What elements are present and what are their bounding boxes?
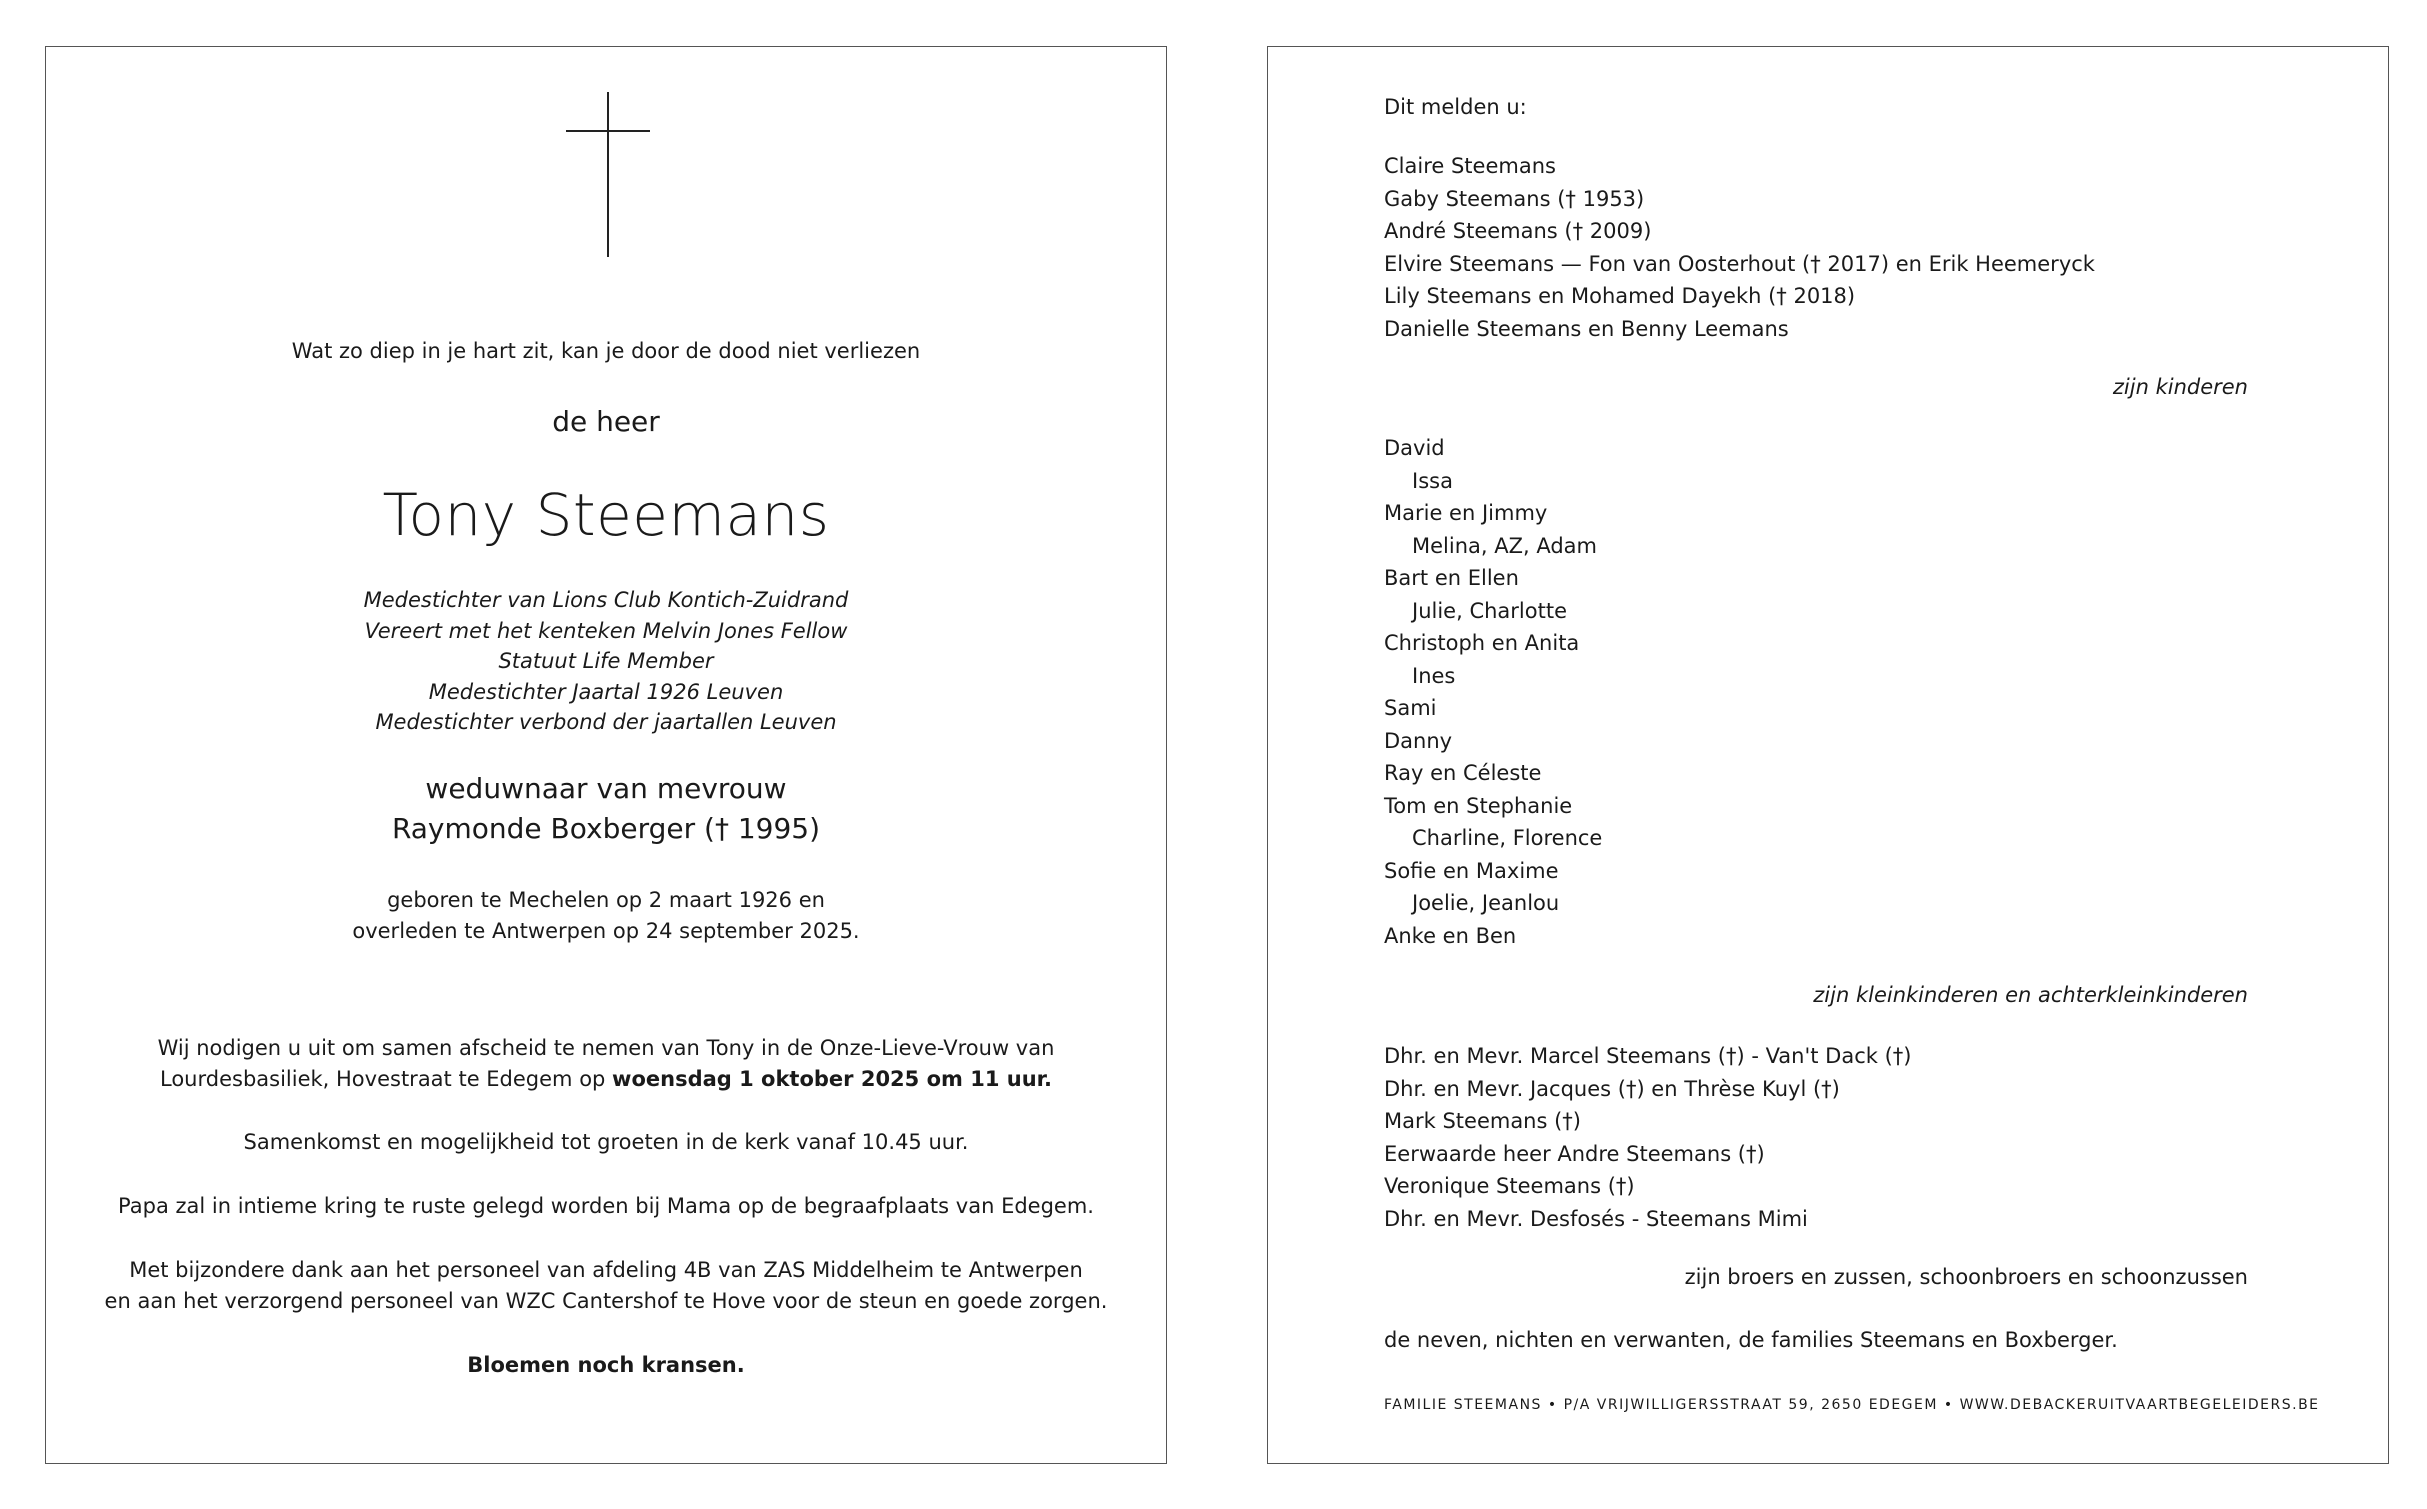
list-item: Veronique Steemans (†) [1384,1174,1635,1198]
gathering-text: Samenkomst en mogelijkheid tot groeten in de kerk vanaf 10.45 uur. [243,1130,969,1154]
children-list [1384,150,2095,345]
list-item: Claire Steemans [1384,154,1556,178]
deceased-name: Tony Steemans [382,481,830,549]
widower-block [46,769,1166,849]
list-item: Marie en Jimmy [1384,501,1548,525]
invitation-paragraph [46,1033,1166,1095]
list-item: Christoph en Anita [1384,631,1580,655]
list-item: Gaby Steemans († 1953) [1384,186,1645,211]
title-line: Medestichter Jaartal 1926 Leuven [428,679,784,704]
relatives-text: de neven, nichten en verwanten, de families Steemans en Boxberger. [1384,1328,2118,1352]
list-item: Ines [1412,663,1456,688]
invite-line: Wij nodigen u uit om samen afscheid te nemen van Tony in de Onze-Lieve-Vrouw van [157,1036,1055,1060]
grandchildren-label: zijn kleinkinderen en achterkleinkinderen [1813,983,2248,1007]
list-item: Sami [1384,696,1437,720]
right-page [1267,46,2389,1464]
cross-icon [566,92,650,257]
footer-address: FAMILIE STEEMANS • P/A VRIJWILLIGERSSTRAAT 59, 2650 EDEGEM • WWW.DEBACKERUITVAARTBEGELEIDERS.BE [1384,1397,2320,1413]
list-item: Elvire Steemans — Fon van Oosterhout († 2017) en Erik Heemeryck [1384,251,2095,276]
spouse-name: Raymonde Boxberger († 1995) [391,812,821,845]
thanks-line: en aan het verzorgend personeel van WZC Cantershof te Hove voor de steun en goede zorgen. [104,1289,1108,1313]
motto: Wat zo diep in je hart zit, kan je door de dood niet verliezen [291,339,921,363]
ceremony-date: woensdag 1 oktober 2025 om 11 uur. [612,1067,1052,1091]
list-item: Danny [1384,728,1453,753]
born-line: geboren te Mechelen op 2 maart 1926 en [387,888,825,912]
list-item: Charline, Florence [1412,826,1603,850]
list-item: Sofie en Maxime [1384,858,1559,883]
thanks-paragraph [46,1255,1166,1317]
thanks-line: Met bijzondere dank aan het personeel van afdeling 4B van ZAS Middelheim te Antwerpen [129,1258,1083,1282]
intro-text: Dit melden u: [1384,95,1527,119]
honorific: de heer [552,405,660,438]
list-item: Dhr. en Mevr. Jacques (†) en Thrèse Kuyl (†) [1384,1076,1840,1101]
list-item: Joelie, Jeanlou [1412,891,1560,915]
titles-block [46,585,1166,738]
list-item: Dhr. en Mevr. Marcel Steemans (†) - Van't Dack (†) [1384,1044,1912,1068]
title-line: Medestichter verbond der jaartallen Leuven [375,710,837,734]
list-item: Bart en Ellen [1384,566,1519,590]
list-item: Julie, Charlotte [1412,598,1567,623]
no-flowers-text: Bloemen noch kransen. [467,1353,745,1377]
title-line: Statuut Life Member [498,649,714,673]
left-page [45,46,1167,1464]
list-item: Danielle Steemans en Benny Leemans [1384,316,1789,341]
list-item: Melina, AZ, Adam [1412,533,1597,558]
widower-line: weduwnaar van mevrouw [425,772,787,805]
title-line: Vereert met het kenteken Melvin Jones Fellow [364,618,848,643]
grandchildren-list [1384,432,1602,952]
list-item: Mark Steemans (†) [1384,1109,1581,1133]
invite-line: Lourdesbasiliek, Hovestraat te Edegem op woensdag 1 oktober 2025 om 11 uur. [160,1067,1052,1091]
list-item: Tom en Stephanie [1384,793,1573,818]
list-item: Eerwaarde heer Andre Steemans (†) [1384,1141,1765,1166]
list-item: David [1384,436,1445,460]
list-item: Issa [1412,468,1453,493]
siblings-label: zijn broers en zussen, schoonbroers en schoonzussen [1684,1265,2248,1289]
children-label: zijn kinderen [2112,375,2248,399]
title-line: Medestichter van Lions Club Kontich-Zuidrand [363,588,849,612]
list-item: Ray en Céleste [1384,761,1542,785]
list-item: Dhr. en Mevr. Desfosés - Steemans Mimi [1384,1206,1808,1231]
list-item: André Steemans († 2009) [1384,219,1652,243]
list-item: Lily Steemans en Mohamed Dayekh († 2018) [1384,284,1856,308]
died-line: overleden te Antwerpen op 24 september 2025. [352,919,860,943]
siblings-list [1384,1040,1911,1235]
burial-text: Papa zal in intieme kring te ruste gelegd worden bij Mama op de begraafplaats van Edegem. [118,1194,1094,1218]
dates-block [46,885,1166,947]
list-item: Anke en Ben [1384,923,1517,948]
